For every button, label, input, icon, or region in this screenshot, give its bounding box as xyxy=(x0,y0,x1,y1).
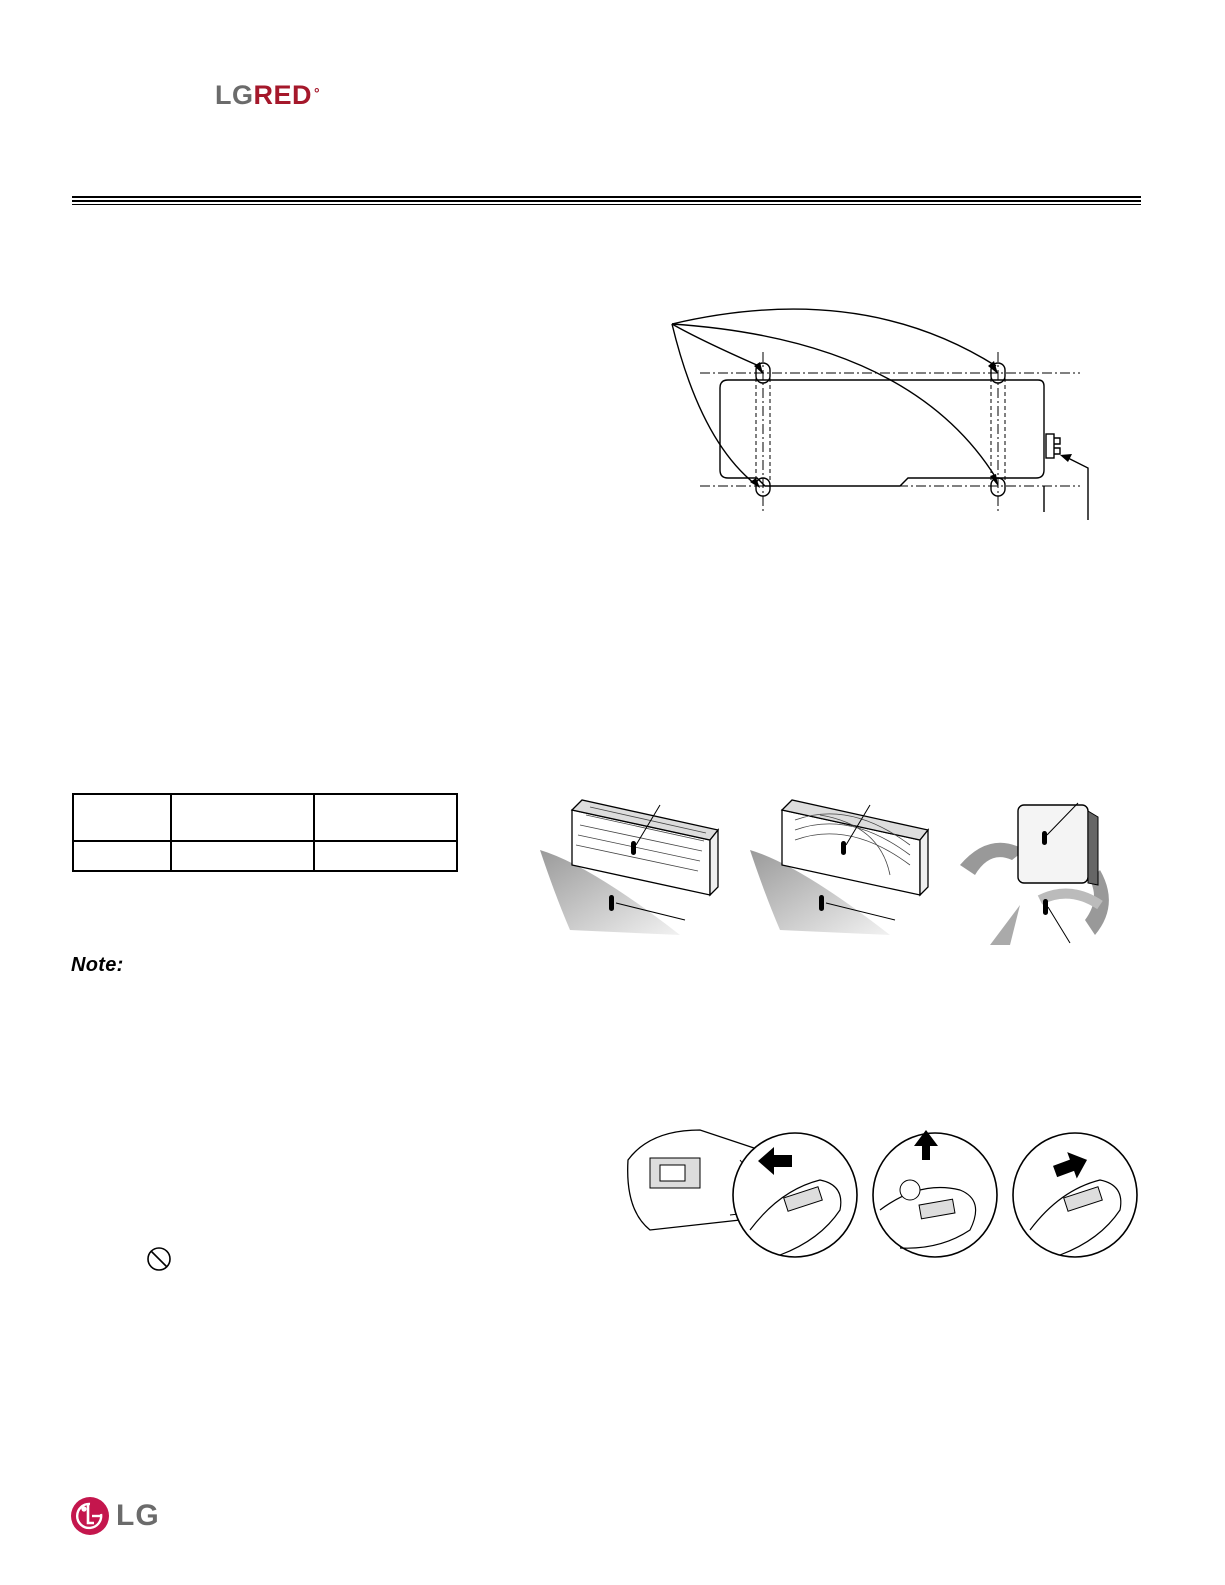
unit-outline xyxy=(720,380,1044,486)
brand-lg-text: LG xyxy=(215,80,254,110)
note-label: Note: xyxy=(71,954,124,976)
wall-unit-1 xyxy=(540,800,718,935)
table-cell xyxy=(73,841,171,871)
brand-red-text: RED xyxy=(253,80,313,110)
brand-degree-mark: ° xyxy=(314,85,321,101)
table-cell xyxy=(171,841,314,871)
spec-table xyxy=(72,793,458,872)
header-rule xyxy=(72,196,1141,206)
prohibition-icon xyxy=(146,1246,172,1272)
lg-logo-icon xyxy=(70,1496,110,1536)
sensor-location-illustrations xyxy=(530,795,1140,965)
art-cool-unit xyxy=(960,803,1109,945)
filter-steps-illustration xyxy=(620,1120,1140,1270)
table-row xyxy=(73,841,457,871)
table-cell xyxy=(314,841,457,871)
table-header-cell xyxy=(314,794,457,841)
mounting-diagram xyxy=(660,300,1100,530)
step-3-circle xyxy=(1013,1133,1137,1257)
wall-unit-2 xyxy=(750,800,928,935)
table-header-cell xyxy=(171,794,314,841)
table-header-row xyxy=(73,794,457,841)
table-header-cell xyxy=(73,794,171,841)
step-1-circle xyxy=(733,1133,857,1257)
lgred-brand-logo xyxy=(215,80,320,110)
step-2-circle xyxy=(873,1130,997,1257)
lg-logo-text: LG xyxy=(116,1499,160,1532)
lg-footer-logo xyxy=(70,1496,190,1540)
